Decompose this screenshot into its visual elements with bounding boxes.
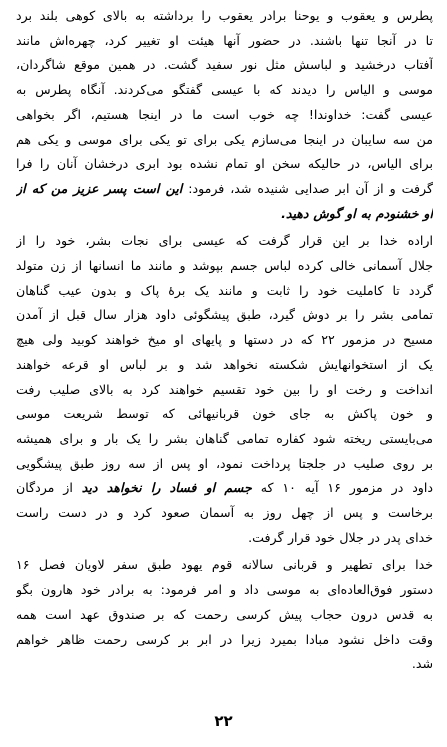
text-run: داود در مزمور ۱۶ آیه ۱۰ که (260, 480, 433, 496)
text-line (16, 177, 433, 202)
page-number: ۲۲ (214, 712, 233, 730)
text-line: اراده خدا بر این قرار گرفت که عیسی برای نجات بشر، خود را از (16, 233, 433, 249)
text-line: خدای پدر در جلال خود قرار گرفت. (248, 529, 433, 545)
text-line: آفتاب درخشید و لباسش مثل نور سفید گشت. در همین موقع شاگردان، (16, 57, 433, 73)
text-line: یک از استخوانهایش شکسته نخواهد شد و بر لباس او قرعه خواهند (16, 356, 433, 372)
text-line: بر روی صلیب در جلجتا پرداخت نمود، او پس از سه روز طبق پیشگویی (16, 455, 433, 471)
paragraph-2 (16, 229, 433, 550)
text-line: شد. (411, 656, 433, 672)
text-line: عیسی گفت: خداوندا! چه خوب است ما در اینجا هستیم، اگر بخواهی (16, 106, 433, 122)
quote-emphasis: او خشنودم به او گوش دهید. (281, 205, 433, 221)
quote-emphasis: جسم او فساد را نخواهد دید (81, 480, 252, 496)
text-line: و خون پاکش به جای خون قربانیهائی که توسط شریعت موسی (16, 406, 433, 422)
text-line: وقت داخل نشود مبادا بمیرد زیرا در ابر بر کرسی رحمت ظاهر خواهم (16, 631, 433, 647)
paragraph-1 (16, 4, 433, 226)
paragraph-3 (16, 553, 433, 677)
text-line: انداخت و رخت او را بین خود تقسیم خواهند کرد به بالای صلیب رفت (16, 381, 433, 397)
text-line: جلال آسمانی خالی کرده لباس جسم بپوشد و مانند ما انسانها از زن متولد (16, 258, 433, 274)
text-line: می‌بایستی ریخته شود کفاره تمامی گناهان بشر را یک بار و برای همیشه (16, 430, 433, 446)
text-line: دستور فوق‌العاده‌ای به موسی داد و امر فرمود: به برادر خود هارون بگو (16, 582, 433, 598)
text-run: از مردگان (16, 480, 73, 496)
quote-emphasis: این است پسر عزیز من که از (16, 180, 183, 196)
text-line: برای الیاس، در حالیکه سخن او تمام نشده بود ابری درخشان آنان را فرا (16, 156, 433, 172)
text-line: موسی و الیاس را دیدند که با عیسی گفتگو می‌کردند. آنگاه پطرس به (16, 82, 433, 98)
text-line (16, 202, 433, 227)
text-line: خدا برای تطهیر و قربانی سالانه قوم یهود طبق سفر لاویان فصل ۱۶ (16, 557, 433, 573)
text-line: برخاست و پس از چهل روز به آسمان صعود کرد و در دست راست (16, 505, 433, 521)
text-line (16, 476, 433, 501)
text-line: تا در آنجا تنها باشند. در حضور آنها هیئت او تغییر کرد، چهره‌اش مانند (16, 32, 433, 48)
text-line: مسیح در مزمور ۲۲ که در دستها و پایهای او میخ خواهند کوبید ولی هیچ (16, 332, 433, 348)
text-line: من سه سایبان در اینجا می‌سازم یکی برای تو یکی برای موسی و یکی هم (16, 131, 433, 147)
text-line: گردد تا کاملیت خود را ثابت و مانند یک برهٔ پاک و بدون عیب گناهان (16, 282, 433, 298)
text-line: پطرس و یعقوب و یوحنا برادر یعقوب را برداشته به بالای کوهی بلند برد (16, 8, 433, 23)
text-line: به قدس درون حجاب پیش کرسی رحمت که بر صندوق عهد است همه (16, 606, 433, 622)
text-run: گرفت و از آن ابر صدایی شنیده شد، فرمود: (188, 180, 433, 196)
text-line: تمامی بشر را بر دوش گیرد، طبق پیشگوئی داود هزار سال قبل از آمدن (16, 307, 433, 323)
